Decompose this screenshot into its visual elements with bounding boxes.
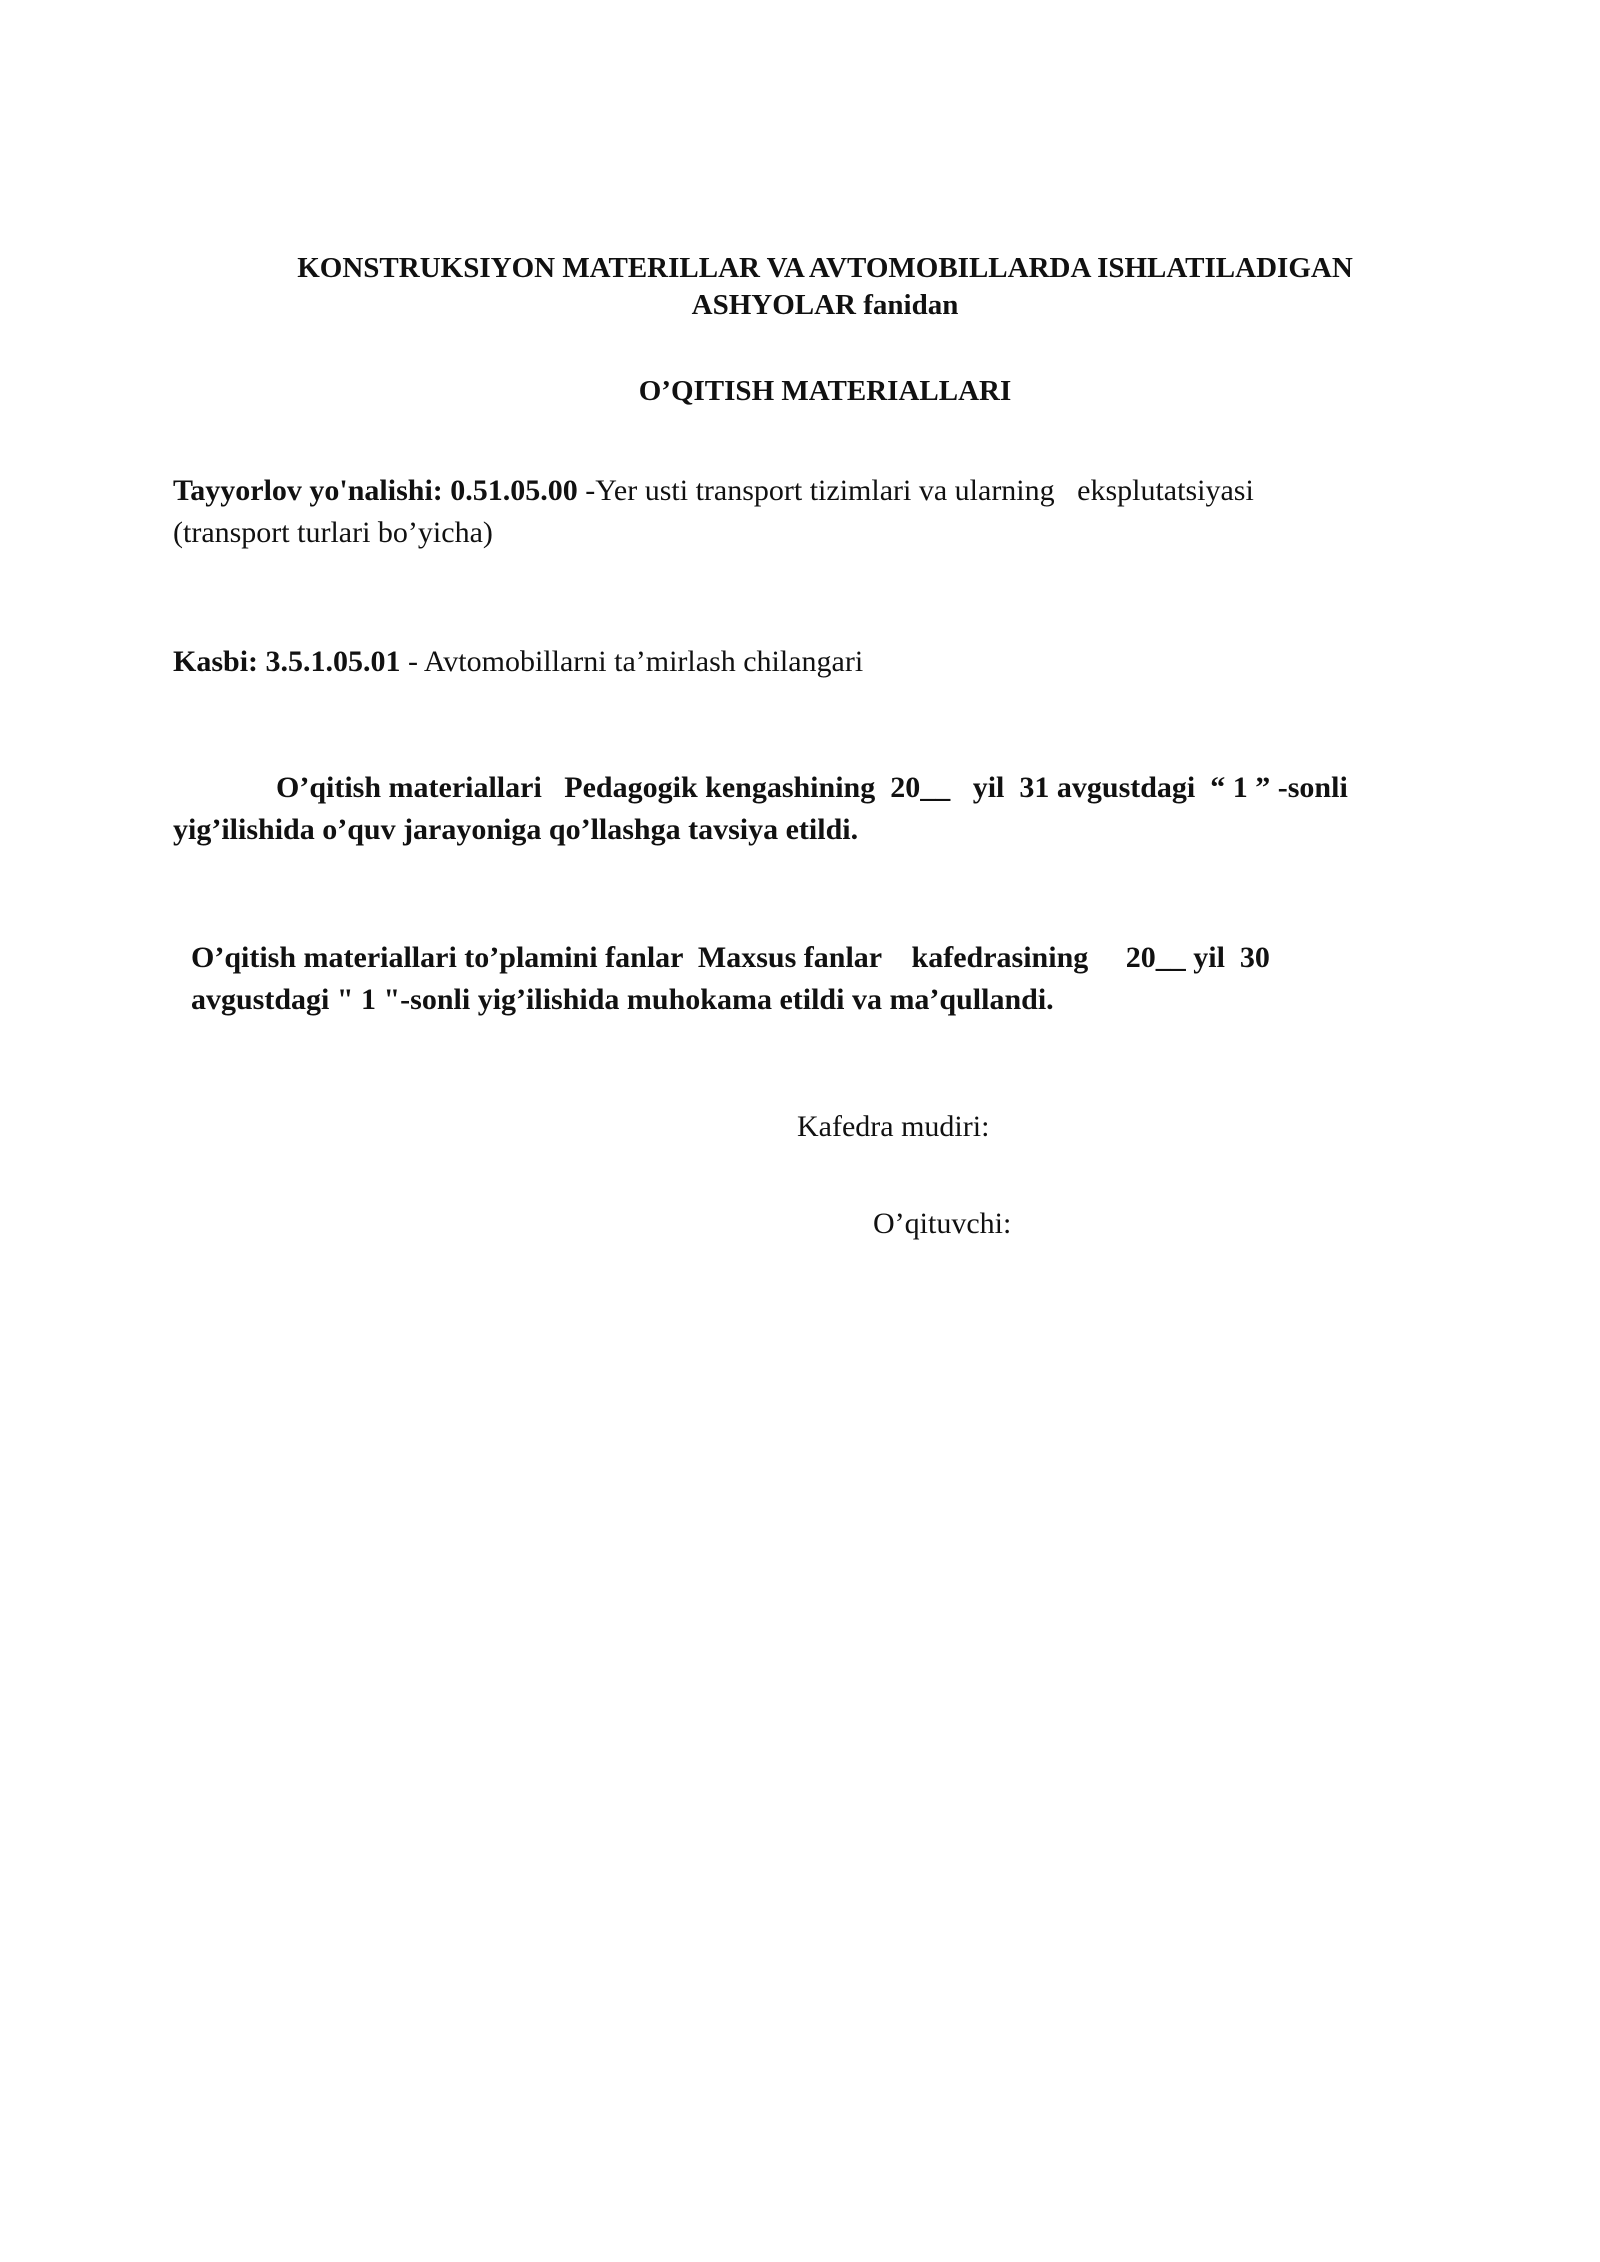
profession-label: Kasbi: 3.5.1.05.01 — [173, 645, 401, 678]
department-note-line-1: O’qitish materiallari to’plamini fanlar Maxsus fanlar kafedrasining 20__ yil 30 — [191, 941, 1270, 974]
profession-text: - Avtomobillarni ta’mirlash chilangari — [400, 645, 864, 678]
council-note-line-2: yig’ilishida o’quv jarayoniga qo’llashga tavsiya etildi. — [173, 813, 859, 846]
document-title — [220, 250, 1430, 324]
council-note-line-1: O’qitish materiallari Pedagogik kengashining 20__ yil 31 avgustdagi “ 1 ” -sonli — [276, 771, 1348, 804]
council-note-line-1-row — [173, 767, 1463, 809]
head-of-department-signature-label: Kafedra mudiri: — [797, 1110, 990, 1143]
direction-paragraph — [173, 470, 1463, 554]
document-title-line-1: KONSTRUKSIYON MATERILLAR VA AVTOMOBILLARDA ISHLATILADIGAN — [297, 252, 1353, 284]
department-note-line-2: avgustdagi " 1 "-sonli yig’ilishida muhokama etildi va ma’qullandi. — [191, 983, 1054, 1016]
document-subtitle: O’QITISH MATERIALLARI — [638, 375, 1012, 407]
document-title-line-2: ASHYOLAR fanidan — [691, 289, 959, 321]
council-note-paragraph — [173, 767, 1463, 851]
direction-line-2: (transport turlari bo’yicha) — [173, 516, 493, 549]
direction-line-1 — [173, 470, 1463, 512]
profession-paragraph — [173, 641, 1463, 683]
direction-text: -Yer usti transport tizimlari va ularning eksplutatsiyasi — [577, 474, 1254, 507]
teacher-signature-label: O’qituvchi: — [873, 1207, 1012, 1240]
direction-label: Tayyorlov yo'nalishi: 0.51.05.00 — [173, 474, 578, 507]
department-note-paragraph — [191, 937, 1391, 1021]
